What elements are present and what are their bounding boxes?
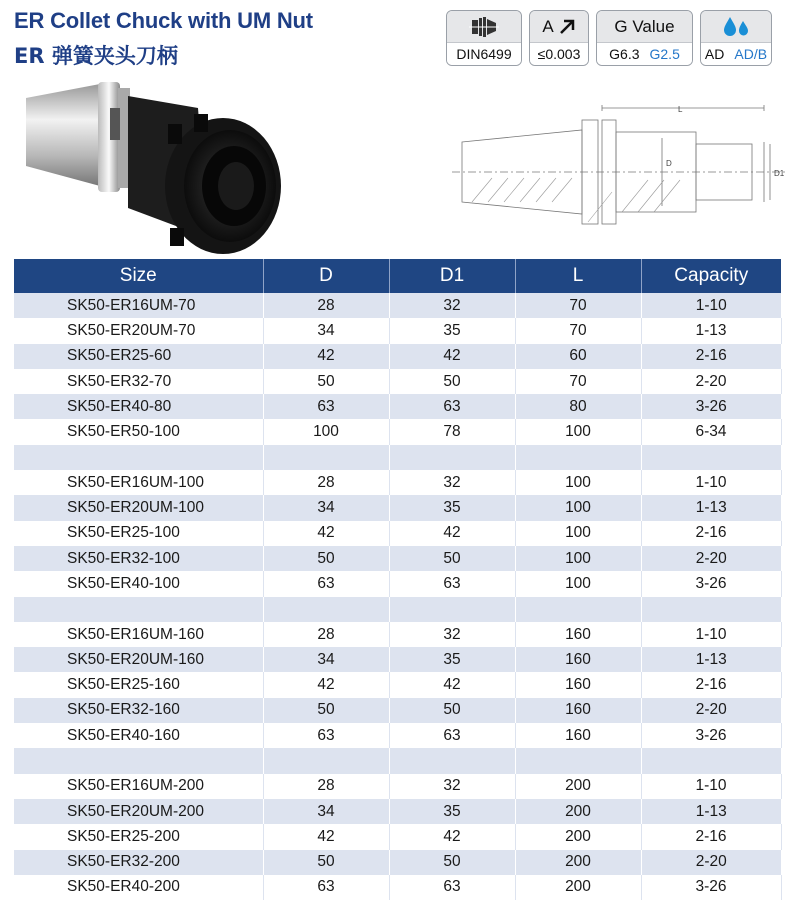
- balance-badge: [596, 10, 693, 66]
- cell-d: 34: [263, 495, 389, 520]
- table-row: [14, 394, 781, 419]
- cell-l: 200: [515, 824, 641, 849]
- table-row: [14, 622, 781, 647]
- spec-badges: [446, 10, 772, 66]
- cell-d1: 63: [389, 875, 515, 900]
- cell-size: SK50-ER50-100: [14, 419, 263, 444]
- cell-size: SK50-ER40-200: [14, 875, 263, 900]
- cell-d1: 42: [389, 344, 515, 369]
- cell-capacity: 1-10: [641, 470, 781, 495]
- cell-d: 28: [263, 293, 389, 318]
- cell-d: 63: [263, 723, 389, 748]
- cell-d: 42: [263, 521, 389, 546]
- cell-capacity: 2-16: [641, 824, 781, 849]
- drawing-label-l: L: [678, 105, 683, 114]
- page-subtitle-chinese: ER 弹簧夹头刀柄: [14, 44, 178, 68]
- cell-capacity: 2-16: [641, 344, 781, 369]
- cell-d: 34: [263, 647, 389, 672]
- tool-holder-icon: [447, 11, 521, 42]
- cell-l: 100: [515, 470, 641, 495]
- balance-label: G Value: [614, 16, 675, 36]
- cell-d: 63: [263, 875, 389, 900]
- cell-capacity: 1-13: [641, 647, 781, 672]
- cell-d1: 35: [389, 495, 515, 520]
- cell-size: SK50-ER20UM-70: [14, 318, 263, 343]
- table-spacer-row: [14, 597, 781, 622]
- accuracy-value: ≤0.003: [537, 46, 581, 62]
- cell-size: SK50-ER40-160: [14, 723, 263, 748]
- cell-d1: 32: [389, 470, 515, 495]
- drawing-label-d1: D1: [774, 169, 785, 178]
- cell-d: [263, 597, 389, 622]
- table-row: [14, 571, 781, 596]
- cell-capacity: 1-13: [641, 495, 781, 520]
- cell-capacity: [641, 445, 781, 470]
- cell-size: SK50-ER25-60: [14, 344, 263, 369]
- cell-size: SK50-ER20UM-100: [14, 495, 263, 520]
- table-row: [14, 293, 781, 318]
- cell-d: 42: [263, 824, 389, 849]
- cell-size: SK50-ER32-100: [14, 546, 263, 571]
- standard-value: DIN6499: [456, 46, 512, 62]
- cell-d1: 32: [389, 293, 515, 318]
- cell-size: SK50-ER40-100: [14, 571, 263, 596]
- cell-l: 200: [515, 774, 641, 799]
- cell-size: SK50-ER16UM-100: [14, 470, 263, 495]
- drawing-label-d: D: [666, 159, 672, 168]
- cell-d: [263, 748, 389, 773]
- cell-d: 63: [263, 571, 389, 596]
- spec-table: [14, 259, 782, 900]
- cell-d1: 63: [389, 571, 515, 596]
- cell-capacity: 1-10: [641, 774, 781, 799]
- table-spacer-row: [14, 445, 781, 470]
- cell-l: 70: [515, 293, 641, 318]
- cell-d1: 35: [389, 647, 515, 672]
- coolant-drops-icon: [701, 11, 771, 42]
- cell-capacity: 2-20: [641, 698, 781, 723]
- table-row: [14, 470, 781, 495]
- cell-d1: 42: [389, 824, 515, 849]
- cell-d: 28: [263, 622, 389, 647]
- header-l: L: [515, 259, 641, 293]
- table-row: [14, 318, 781, 343]
- table-row: [14, 850, 781, 875]
- table-row: [14, 546, 781, 571]
- header-capacity: Capacity: [641, 259, 781, 293]
- coolant-badge: [700, 10, 772, 66]
- cell-d1: 42: [389, 672, 515, 697]
- cell-d: 42: [263, 344, 389, 369]
- table-spacer-row: [14, 748, 781, 773]
- cell-size: SK50-ER25-200: [14, 824, 263, 849]
- cell-l: 100: [515, 571, 641, 596]
- table-row: [14, 344, 781, 369]
- cell-capacity: 2-16: [641, 521, 781, 546]
- cell-capacity: 1-10: [641, 293, 781, 318]
- accuracy-label: A: [542, 16, 554, 36]
- cell-size: [14, 445, 263, 470]
- cell-l: 200: [515, 799, 641, 824]
- cell-d1: 50: [389, 369, 515, 394]
- cell-size: SK50-ER20UM-200: [14, 799, 263, 824]
- cell-l: 200: [515, 875, 641, 900]
- cell-capacity: 3-26: [641, 723, 781, 748]
- standard-badge: [446, 10, 522, 66]
- cell-capacity: 3-26: [641, 875, 781, 900]
- cell-size: SK50-ER25-160: [14, 672, 263, 697]
- cell-d1: 50: [389, 698, 515, 723]
- table-header-row: [14, 259, 781, 293]
- cell-size: [14, 597, 263, 622]
- cell-l: 160: [515, 723, 641, 748]
- cell-size: [14, 748, 263, 773]
- cell-d1: 63: [389, 394, 515, 419]
- cell-capacity: [641, 748, 781, 773]
- table-row: [14, 672, 781, 697]
- accuracy-badge: [529, 10, 589, 66]
- table-row: [14, 875, 781, 900]
- header-d: D: [263, 259, 389, 293]
- balance-value-g63: G6.3: [609, 46, 640, 62]
- cell-capacity: 6-34: [641, 419, 781, 444]
- cell-l: 70: [515, 318, 641, 343]
- coolant-value-ad: AD: [704, 46, 725, 62]
- cell-d1: 50: [389, 546, 515, 571]
- cell-d: 34: [263, 318, 389, 343]
- cell-size: SK50-ER40-80: [14, 394, 263, 419]
- cell-l: 160: [515, 647, 641, 672]
- table-row: [14, 419, 781, 444]
- cell-d1: [389, 445, 515, 470]
- coolant-value-adb: AD/B: [734, 46, 768, 62]
- cell-d: 50: [263, 546, 389, 571]
- cell-capacity: 1-13: [641, 318, 781, 343]
- cell-capacity: 2-16: [641, 672, 781, 697]
- cell-d1: 32: [389, 774, 515, 799]
- balance-value-g25: G2.5: [649, 46, 680, 62]
- header-d1: D1: [389, 259, 515, 293]
- cell-l: 100: [515, 521, 641, 546]
- arrow-up-right-icon: [558, 18, 576, 36]
- cell-d1: 32: [389, 622, 515, 647]
- table-row: [14, 698, 781, 723]
- cell-size: SK50-ER16UM-200: [14, 774, 263, 799]
- cell-capacity: 2-20: [641, 546, 781, 571]
- cell-d: 50: [263, 850, 389, 875]
- technical-drawing: [452, 102, 788, 244]
- cell-d: 100: [263, 419, 389, 444]
- table-row: [14, 723, 781, 748]
- cell-d: 50: [263, 369, 389, 394]
- cell-size: SK50-ER16UM-70: [14, 293, 263, 318]
- cell-capacity: 1-13: [641, 799, 781, 824]
- table-row: [14, 521, 781, 546]
- cell-l: 100: [515, 419, 641, 444]
- cell-capacity: [641, 597, 781, 622]
- cell-d: 34: [263, 799, 389, 824]
- cell-d: 42: [263, 672, 389, 697]
- cell-capacity: 3-26: [641, 571, 781, 596]
- table-row: [14, 799, 781, 824]
- header-size: Size: [14, 259, 263, 293]
- table-row: [14, 647, 781, 672]
- table-row: [14, 369, 781, 394]
- cell-l: 160: [515, 622, 641, 647]
- table-row: [14, 495, 781, 520]
- cell-d1: 50: [389, 850, 515, 875]
- cell-capacity: 2-20: [641, 369, 781, 394]
- cell-l: 100: [515, 495, 641, 520]
- cell-d1: [389, 748, 515, 773]
- cell-capacity: 1-10: [641, 622, 781, 647]
- cell-size: SK50-ER20UM-160: [14, 647, 263, 672]
- cell-d1: 35: [389, 799, 515, 824]
- cell-d1: 63: [389, 723, 515, 748]
- cell-l: [515, 445, 641, 470]
- cell-d: 50: [263, 698, 389, 723]
- cell-size: SK50-ER16UM-160: [14, 622, 263, 647]
- cell-d: [263, 445, 389, 470]
- cell-l: 70: [515, 369, 641, 394]
- cell-d1: [389, 597, 515, 622]
- cell-l: 160: [515, 698, 641, 723]
- cell-capacity: 2-20: [641, 850, 781, 875]
- cell-size: SK50-ER25-100: [14, 521, 263, 546]
- cell-l: 200: [515, 850, 641, 875]
- cell-l: [515, 597, 641, 622]
- cell-l: 100: [515, 546, 641, 571]
- cell-size: SK50-ER32-160: [14, 698, 263, 723]
- cell-l: 60: [515, 344, 641, 369]
- table-row: [14, 824, 781, 849]
- product-photo: [18, 78, 290, 256]
- cell-capacity: 3-26: [641, 394, 781, 419]
- cell-d1: 35: [389, 318, 515, 343]
- page-title: ER Collet Chuck with UM Nut: [14, 8, 313, 33]
- cell-size: SK50-ER32-200: [14, 850, 263, 875]
- cell-size: SK50-ER32-70: [14, 369, 263, 394]
- cell-d1: 78: [389, 419, 515, 444]
- cell-l: 80: [515, 394, 641, 419]
- cell-d1: 42: [389, 521, 515, 546]
- cell-d: 63: [263, 394, 389, 419]
- cell-l: [515, 748, 641, 773]
- table-row: [14, 774, 781, 799]
- cell-d: 28: [263, 774, 389, 799]
- cell-l: 160: [515, 672, 641, 697]
- cell-d: 28: [263, 470, 389, 495]
